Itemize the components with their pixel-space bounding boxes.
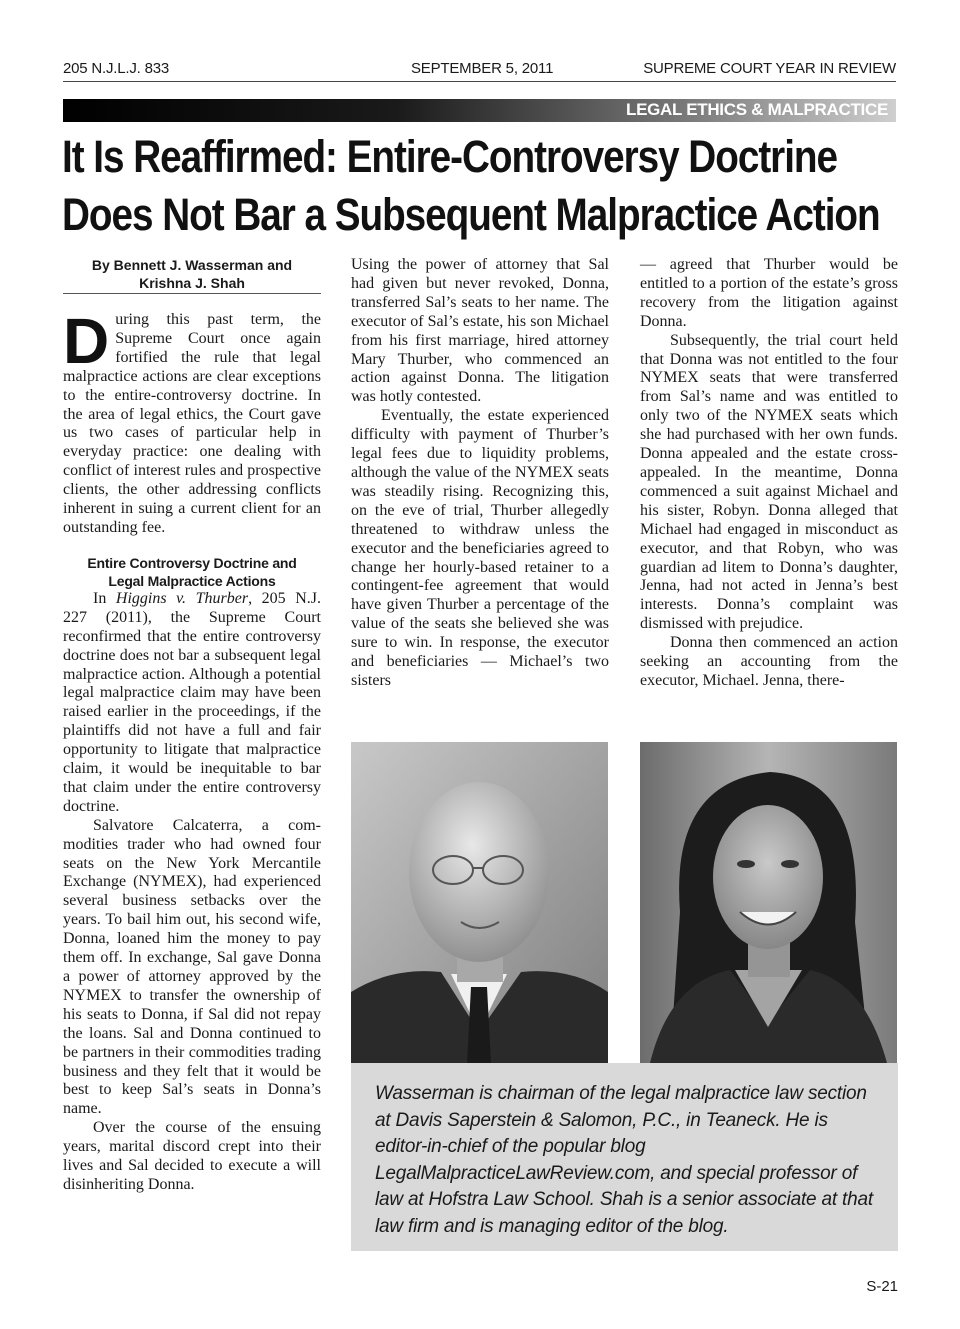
subheading-line-1: Entire Controversy Doctrine and [87, 554, 297, 571]
drop-cap: D [63, 305, 110, 377]
subheading-line-2: Legal Malpractice Actions [108, 572, 276, 589]
headline-line-1: It Is Reaffirmed: Entire-Controversy Doctrine [62, 131, 838, 182]
author-bio: Wasserman is chairman of the legal malpractice law section at Davis Saperstein & Salomon, P.C., in Teaneck. He is editor-in-chief of the popular blog LegalMalpracticeLawReview.com, and special professor of law at Hofstra Law School. Shah is a senior associate at that law firm and is managing editor of the blog. [375, 1083, 873, 1237]
intro-paragraph [63, 305, 321, 538]
article-column-2 [351, 256, 609, 691]
page-number: S-21 [866, 1278, 898, 1295]
author-bio-box [351, 1063, 898, 1251]
section-title: SUPREME COURT YEAR IN REVIEW [643, 60, 896, 77]
author-photo-shah [640, 742, 897, 1063]
paragraph-6: — agreed that Thurber would be entitled to a portion of the estate’s gross recovery from the litigation against Donna. [640, 256, 898, 330]
paragraph-1: In Higgins v. Thurber, 205 N.J. 227 (2011), the Supreme Court reconfirmed that the entire controversy doctrine does not bar a subsequent legal malpractice action. Although a potential legal malpractice claim may have been raised earlier in the proceedings, if the plaintiffs did not have a full and fair opportunity to litigate that malpractice claim, it would be inequitable to bar that claim under the entire controversy doctrine. [63, 589, 322, 815]
section-bar [63, 99, 896, 122]
subheading [63, 554, 321, 590]
paragraph-2: Salvatore Calcaterra, a commodities trader who had owned four seats on the New York Mercantile Exchange (NYMEX), had experienced several business setbacks over the years. To bail him out, his second wife, Donna, loaned him the money to pay them off. In exchange, Sal gave Donna a power of attorney approved by the NYMEX to transfer the ownership of his seats to Donna, if Sal did not repay the loans. Sal and Donna continued to be partners in their commodities trading business and they felt that it would be best to keep Sal’s seats in Donna’s name. [63, 816, 321, 1118]
paragraph-5: Eventually, the estate experienced difficulty with payment of Thurber’s legal fees due to liquidity problems, although the value of the NYMEX seats was steadily rising. Recognizing this, on the eve of trial, Thurber allegedly threatened to withdraw unless the executor and the beneficiaries agreed to change her hourly-based retainer to a contingent-fee agreement that would have given Thurber a percentage of the value of the seats she believed she was sure to win. In response, the executor and beneficiaries — Michael’s two sisters [351, 407, 609, 689]
article-column-1 [63, 305, 322, 1195]
issue-date: SEPTEMBER 5, 2011 [411, 60, 554, 77]
article-column-3 [640, 256, 898, 691]
paragraph-8: Donna then commenced an action seeking an accounting from the executor, Michael. Jenna, there- [640, 634, 898, 689]
paragraph-7: Subsequently, the trial court held that Donna was not entitled to the four NYMEX seats that were transferred from Sal’s name and was entitled to only two of the NYMEX seats which she had purchased with her own funds. Donna appealed and the estate cross-appealed. In the meantime, Donna commenced a suit against Michael and his sister, Robyn. Donna alleged that Michael had engaged in misconduct as executor, and that Robyn, who was guardian ad litem to Donna’s daughter, Jenna, had not acted in Jenna’s best interests. Donna’s complaint was dismissed with prejudice. [640, 331, 898, 633]
case-name: Higgins v. Thurber [115, 589, 249, 607]
byline [63, 256, 321, 294]
running-header [63, 60, 896, 82]
intro-text: uring this past term, the Supreme Court once again fortified the rule that legal malpractice actions are clear exceptions to the entire-controversy doctrine. In the area of legal ethics, the Court gave us two cases of particular help in everyday practice: one dealing with conflict of interest rules and prospective clients, the other addressing conflicts inherent in suing a current client for an outstanding fee. [63, 311, 321, 536]
paragraph-3: Over the course of the ensuing years, marital discord crept into their lives and Sal decided to execute a will disinheriting Donna. [63, 1119, 321, 1193]
headline-line-2: Does Not Bar a Subsequent Malpractice Action [62, 189, 880, 240]
citation: 205 N.J.L.J. 833 [63, 60, 170, 77]
paragraph-4: Using the power of attorney that Sal had given but never revoked, Donna, transferred Sal’s seats to her name. The executor of Sal’s estate, his son Michael from his first marriage, hired attorney Mary Thurber, who commenced an action against Donna. The litigation was hotly contested. [351, 256, 609, 406]
byline-line-1: By Bennett J. Wasserman and [91, 257, 293, 273]
section-label: LEGAL ETHICS & MALPRACTICE [625, 100, 888, 119]
byline-line-2: Krishna J. Shah [139, 275, 245, 291]
headline [62, 128, 880, 244]
author-photo-wasserman [351, 742, 608, 1063]
